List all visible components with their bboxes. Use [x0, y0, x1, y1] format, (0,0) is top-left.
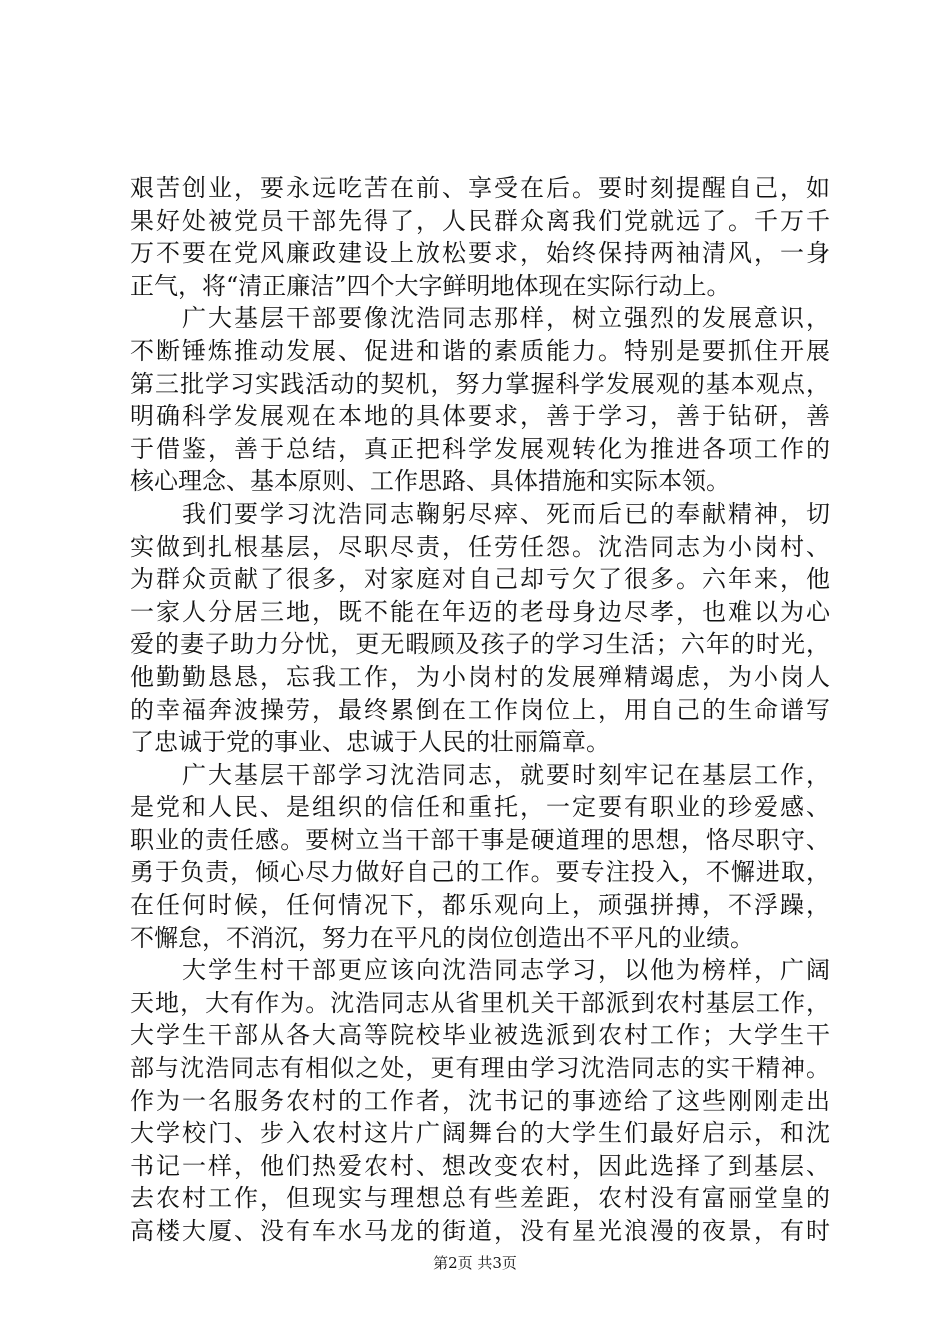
text-line: 大学校门、步入农村这片广阔舞台的大学生们最好启示，和沈 — [130, 1119, 830, 1148]
text-line: 在任何时候，任何情况下，都乐观向上，顽强拼搏，不浮躁， — [130, 891, 830, 920]
paragraph-first-line: 广大基层干部要像沈浩同志那样，树立强烈的发展意识， — [182, 304, 830, 333]
text-line: 正气，将“清正廉洁”四个大字鲜明地体现在实际行动上。 — [130, 271, 731, 300]
text-line: 不懈怠，不消沉，努力在平凡的岗位创造出不平凡的业绩。 — [130, 923, 754, 952]
text-line: 于借鉴，善于总结，真正把科学发展观转化为推进各项工作的 — [130, 434, 830, 463]
text-line: 勇于负责，倾心尽力做好自己的工作。要专注投入，不懈进取， — [130, 858, 830, 887]
paragraph-first-line: 广大基层干部学习沈浩同志，就要时刻牢记在基层工作， — [182, 760, 830, 789]
text-line: 爱的妻子助力分忧，更无暇顾及孩子的学习生活；六年的时光， — [130, 630, 830, 659]
text-line: 是党和人民、是组织的信任和重托，一定要有职业的珍爱感、 — [130, 793, 830, 822]
document-body — [130, 172, 830, 1248]
text-line: 果好处被党员干部先得了，人民群众离我们党就远了。千万千 — [130, 206, 830, 235]
text-line: 大学生干部从各大高等院校毕业被选派到农村工作；大学生干 — [130, 1021, 830, 1050]
text-line: 高楼大厦、没有车水马龙的街道，没有星光浪漫的夜景，有时 — [130, 1217, 830, 1245]
text-line: 一家人分居三地，既不能在年迈的老母身边尽孝，也难以为心 — [130, 597, 830, 626]
text-line: 万不要在党风廉政建设上放松要求，始终保持两袖清风，一身 — [130, 239, 830, 268]
text-line: 不断锤炼推动发展、促进和谐的素质能力。特别是要抓住开展 — [130, 336, 830, 365]
text-line: 的幸福奔波操劳，最终累倒在工作岗位上，用自己的生命谱写 — [130, 695, 830, 724]
text-line: 作为一名服务农村的工作者，沈书记的事迹给了这些刚刚走出 — [130, 1086, 830, 1115]
text-line: 了忠诚于党的事业、忠诚于人民的壮丽篇章。 — [130, 728, 610, 757]
paragraph-first-line: 我们要学习沈浩同志鞠躬尽瘁、死而后已的奉献精神，切 — [182, 499, 830, 528]
text-line: 职业的责任感。要树立当干部干事是硬道理的思想，恪尽职守、 — [130, 825, 830, 854]
text-line: 实做到扎根基层，尽职尽责，任劳任怨。沈浩同志为小岗村、 — [130, 532, 830, 561]
page-footer — [0, 1253, 950, 1273]
text-line: 去农村工作，但现实与理想总有些差距，农村没有富丽堂皇的 — [130, 1184, 830, 1213]
text-line: 天地，大有作为。沈浩同志从省里机关干部派到农村基层工作， — [130, 988, 830, 1017]
page-number-label: 第2页 共3页 — [433, 1254, 517, 1272]
text-line: 为群众贡献了很多，对家庭对自己却亏欠了很多。六年来，他 — [130, 565, 830, 594]
text-line: 书记一样，他们热爱农村、想改变农村，因此选择了到基层、 — [130, 1151, 830, 1180]
text-line: 第三批学习实践活动的契机，努力掌握科学发展观的基本观点， — [130, 369, 830, 398]
text-line: 核心理念、基本原则、工作思路、具体措施和实际本领。 — [130, 467, 730, 496]
text-line: 他勤勤恳恳，忘我工作，为小岗村的发展殚精竭虑，为小岗人 — [130, 662, 830, 691]
paragraph-first-line: 大学生村干部更应该向沈浩同志学习，以他为榜样，广阔 — [182, 956, 830, 985]
text-line: 艰苦创业，要永远吃苦在前、享受在后。要时刻提醒自己，如 — [130, 174, 830, 202]
text-line: 明确科学发展观在本地的具体要求，善于学习，善于钻研，善 — [130, 402, 830, 431]
text-line: 部与沈浩同志有相似之处，更有理由学习沈浩同志的实干精神。 — [130, 1054, 830, 1083]
